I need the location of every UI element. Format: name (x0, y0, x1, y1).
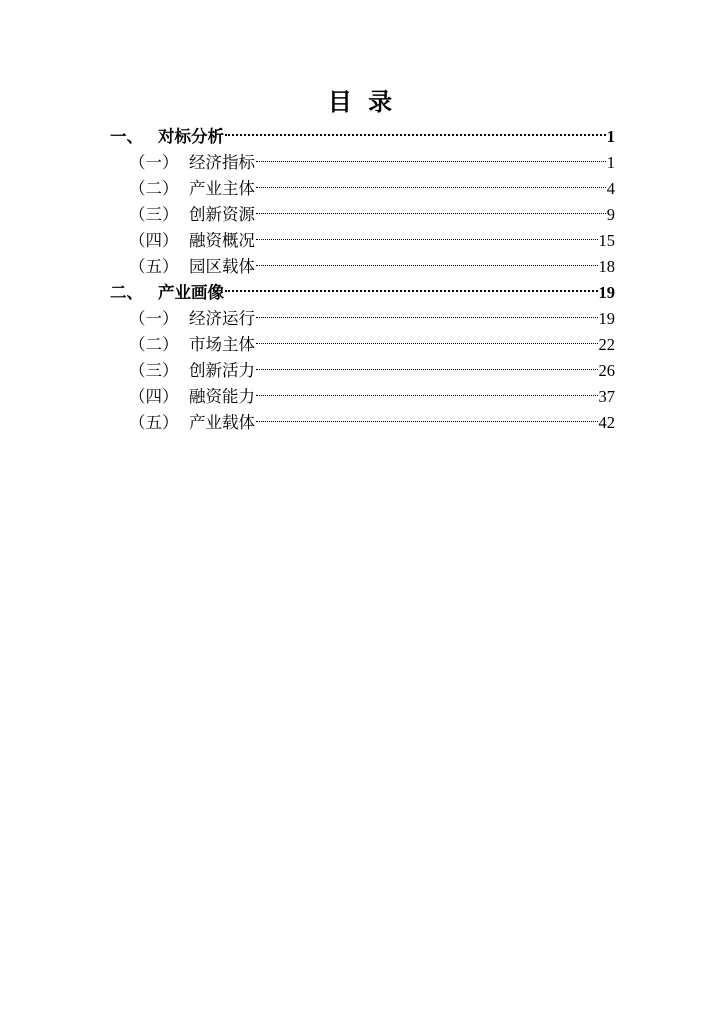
item-label: 园区载体 (189, 257, 255, 276)
page-number: 1 (606, 127, 615, 146)
page-number: 42 (598, 413, 615, 432)
section-number: 二、 (110, 283, 143, 302)
section-number: 一、 (110, 127, 143, 146)
item-number: （五） (129, 257, 179, 276)
page-number: 22 (598, 335, 615, 354)
dot-leader (256, 402, 598, 428)
item-number: （二） (129, 179, 179, 198)
dot-leader (256, 376, 598, 402)
item-label: 经济运行 (189, 309, 255, 328)
table-of-contents (110, 116, 615, 432)
dot-leader (225, 272, 598, 298)
toc-title: 目 录 (327, 88, 397, 116)
item-number: （五） (129, 413, 179, 432)
page-number: 9 (606, 205, 615, 224)
dot-leader (256, 168, 606, 194)
item-number: （二） (129, 335, 179, 354)
dot-leader (256, 350, 598, 376)
item-label: 融资概况 (189, 231, 255, 250)
page-number: 37 (598, 387, 615, 406)
item-label: 创新活力 (189, 361, 255, 380)
item-label: 产业载体 (189, 413, 255, 432)
toc-section-1[interactable] (110, 116, 615, 146)
dot-leader (256, 220, 598, 246)
page-number: 18 (598, 257, 615, 276)
item-number: （四） (129, 387, 179, 406)
page-number: 19 (598, 309, 615, 328)
item-label: 经济指标 (189, 153, 255, 172)
item-number: （三） (129, 205, 179, 224)
item-label: 市场主体 (189, 335, 255, 354)
page-number: 26 (598, 361, 615, 380)
item-label: 产业主体 (189, 179, 255, 198)
section-label: 产业画像 (158, 283, 224, 302)
item-number: （一） (129, 153, 179, 172)
dot-leader (225, 116, 606, 142)
dot-leader (256, 142, 606, 168)
dot-leader (256, 324, 598, 350)
dot-leader (256, 194, 606, 220)
section-label: 对标分析 (158, 127, 224, 146)
page-number: 19 (598, 283, 615, 302)
page-number: 1 (606, 153, 615, 172)
page-number: 15 (598, 231, 615, 250)
item-number: （四） (129, 231, 179, 250)
dot-leader (256, 298, 598, 324)
page-number: 4 (606, 179, 615, 198)
item-label: 融资能力 (189, 387, 255, 406)
item-number: （一） (129, 309, 179, 328)
item-label: 创新资源 (189, 205, 255, 224)
dot-leader (256, 246, 598, 272)
item-number: （三） (129, 361, 179, 380)
